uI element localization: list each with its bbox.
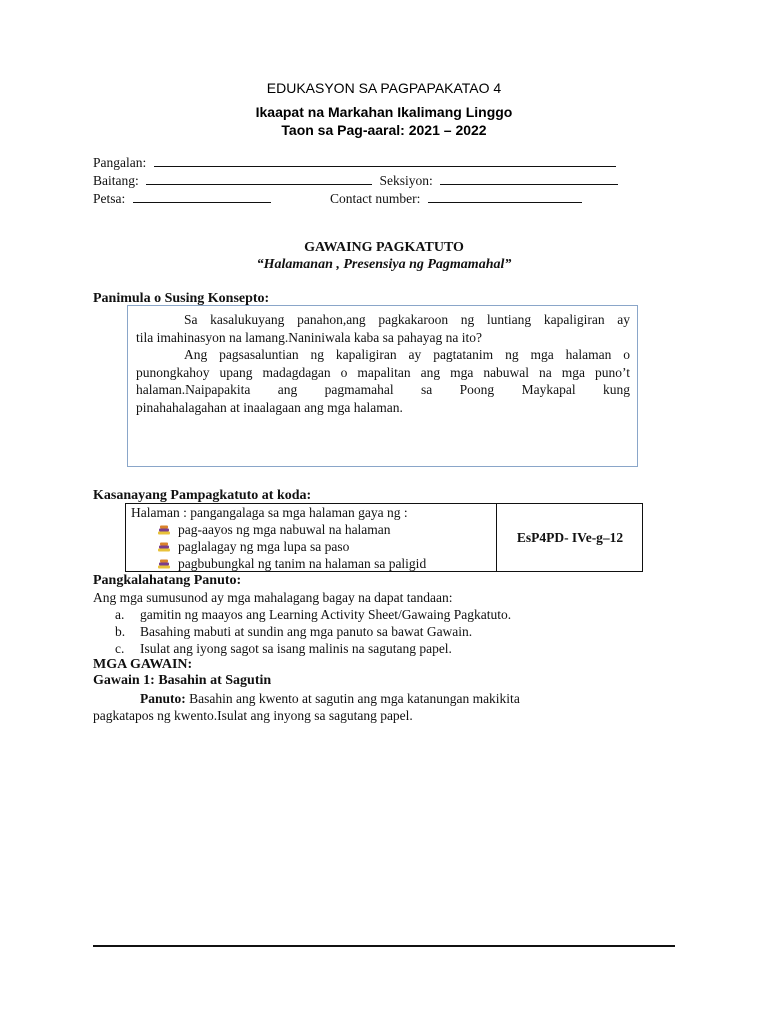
subject-title: EDUKASYON SA PAGPAPAKATAO 4 bbox=[266, 80, 502, 96]
instruction-marker: c. bbox=[115, 641, 125, 656]
competency-bullet-text: paglalagay ng mga lupa sa paso bbox=[178, 539, 350, 554]
book-bullet-icon bbox=[158, 525, 170, 535]
name-row bbox=[93, 154, 616, 172]
competency-code: EsP4PD- IVe-g–12 bbox=[516, 529, 624, 545]
section-field[interactable] bbox=[440, 172, 618, 185]
instruction-marker: a. bbox=[115, 607, 125, 622]
general-instructions-heading: Pangkalahatang Panuto: bbox=[93, 573, 242, 588]
concept-p2-line4: pinahahalagahan at inaalagaan ang mga halaman. bbox=[136, 399, 403, 415]
instruction-text: gamitin ng maayos ang Learning Activity Sheet/Gawaing Pagkatuto. bbox=[140, 607, 512, 622]
concept-text bbox=[136, 311, 630, 416]
contact-field[interactable] bbox=[428, 190, 582, 203]
book-bullet-icon bbox=[158, 542, 170, 552]
instruction-text: Isulat ang iyong sagot sa isang malinis na sagutang papel. bbox=[140, 641, 452, 656]
activity-subtitle: “Halamanan , Presensiya ng Pagmamahal” bbox=[256, 257, 512, 272]
activities-heading: MGA GAWAIN: bbox=[93, 657, 193, 672]
name-label: Pangalan: bbox=[93, 155, 147, 170]
grade-label: Baitang: bbox=[93, 173, 139, 188]
contact-label: Contact number: bbox=[330, 191, 421, 206]
instruction-marker: b. bbox=[115, 624, 126, 639]
concept-p1-line2: tila imahinasyon na lamang.Naniniwala kaba sa pahayag na ito? bbox=[136, 329, 483, 345]
concept-p1-line1: Sa kasalukuyang panahon,ang pagkakaroon ng luntiang kapaligiran ay bbox=[184, 312, 630, 327]
book-bullet-icon bbox=[158, 559, 170, 569]
name-field[interactable] bbox=[154, 154, 616, 167]
school-year-title: Taon sa Pag-aaral: 2021 – 2022 bbox=[281, 122, 487, 138]
activity1-instruction-line1 bbox=[140, 690, 520, 707]
activity1-instruction-line2: pagkatapos ng kwento.Isulat ang inyong sa sagutang papel. bbox=[93, 708, 413, 723]
concept-p2-line2: punongkahoy upang madagdagan o mapalitan ang mga nabuwal na mga puno’t bbox=[136, 364, 630, 380]
concept-p2-line1: Ang pagsasaluntian ng kapaligiran ay pagtatanim ng mga halaman o bbox=[184, 347, 630, 362]
general-instructions-intro: Ang mga sumusunod ay mga mahalagang bagay na dapat tandaan: bbox=[93, 590, 453, 605]
competency-intro: Halaman : pangangalaga sa mga halaman gaya ng : bbox=[131, 505, 408, 520]
activity1-heading: Gawain 1: Basahin at Sagutin bbox=[93, 673, 272, 688]
date-field[interactable] bbox=[133, 190, 271, 203]
instruction-text: Basahing mabuti at sundin ang mga panuto sa bawat Gawain. bbox=[140, 624, 473, 639]
instruction-line1-text: Basahin ang kwento at sagutin ang mga katanungan makikita bbox=[189, 691, 520, 706]
concept-heading: Panimula o Susing Konsepto: bbox=[93, 291, 270, 306]
quarter-week-title: Ikaapat na Markahan Ikalimang Linggo bbox=[255, 104, 513, 120]
competency-heading: Kasanayang Pampagkatuto at koda: bbox=[93, 488, 312, 503]
activity-heading: GAWAING PAGKATUTO bbox=[304, 240, 464, 255]
competency-bullet-item bbox=[158, 521, 391, 538]
instruction-label: Panuto: bbox=[140, 691, 186, 706]
date-label: Petsa: bbox=[93, 191, 126, 206]
date-contact-row bbox=[93, 190, 582, 208]
grade-field[interactable] bbox=[146, 172, 372, 185]
competency-bullet-item bbox=[158, 538, 349, 555]
section-label: Seksiyon: bbox=[379, 173, 433, 188]
footer-divider bbox=[93, 945, 675, 947]
grade-section-row bbox=[93, 172, 618, 190]
competency-bullet-text: pagbubungkal ng tanim na halaman sa paligid bbox=[178, 556, 427, 571]
competency-bullet-text: pag-aayos ng mga nabuwal na halaman bbox=[178, 522, 391, 537]
competency-bullet-item bbox=[158, 555, 426, 572]
concept-p2-line3: halaman.Naipapakita ang pagmamahal sa Poong Maykapal kung bbox=[136, 382, 630, 397]
